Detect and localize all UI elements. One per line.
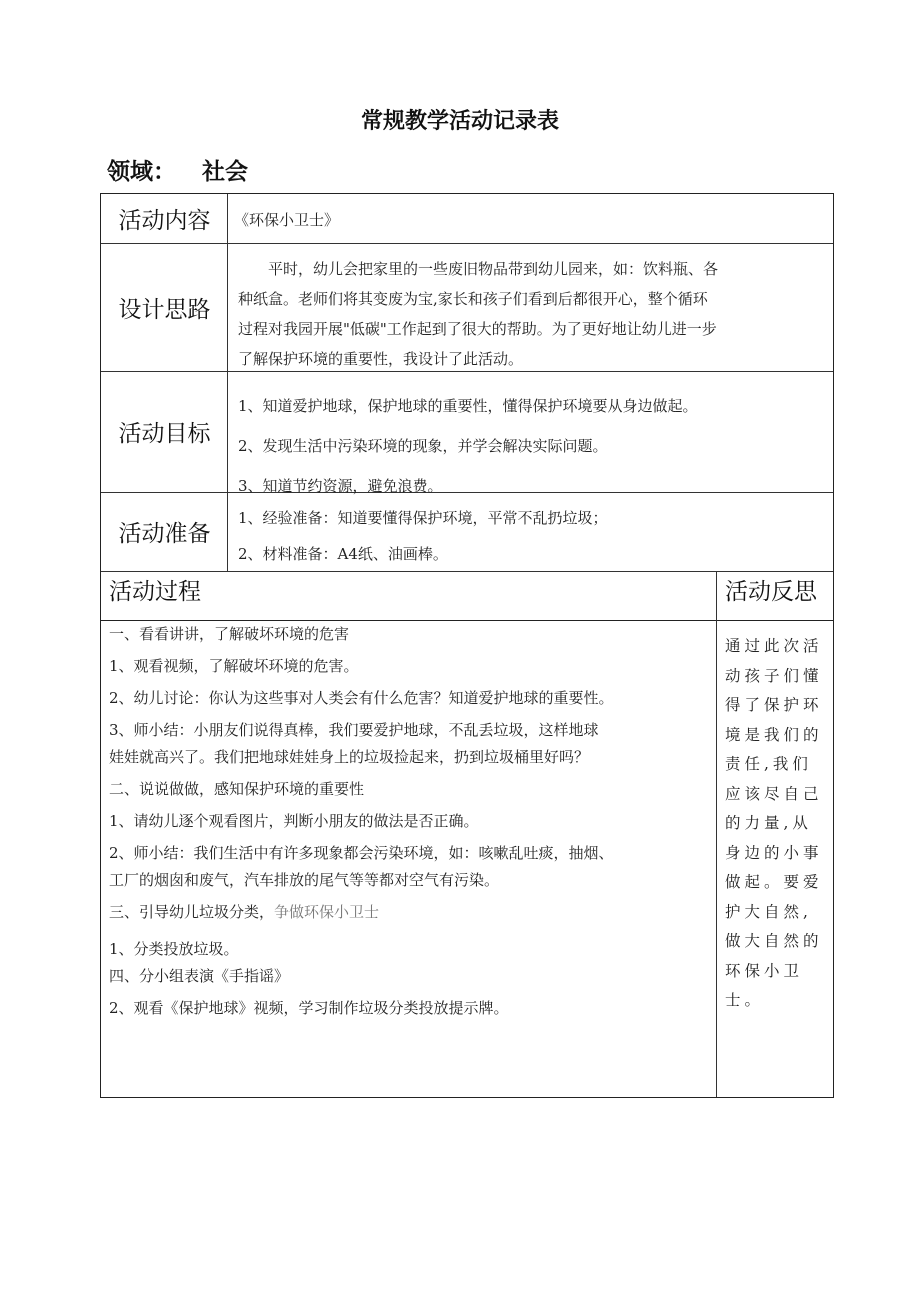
goal-item: 2、发现生活中污染环境的现象，并学会解决实际问题。 [238,437,608,455]
design-line: 了解保护环境的重要性，我设计了此活动。 [238,350,524,368]
design-idea-text [238,254,838,374]
activity-process-text [109,624,713,1030]
goal-item: 1、知道爱护地球，保护地球的重要性，懂得保护环境要从身边做起。 [238,397,698,415]
process-line: 2、幼儿讨论：你认为这些事对人类会有什么危害？知道爱护地球的重要性。 [109,689,614,707]
goal-item: 3、知道节约资源，避免浪费。 [238,477,443,495]
process-line-main: 三、引导幼儿垃圾分类， [109,903,275,921]
label-activity-goals: 活动目标 [118,421,211,447]
process-line [109,902,713,939]
process-line: 工厂的烟囱和废气，汽车排放的尾气等等都对空气有污染。 [109,871,500,889]
design-line: 平时，幼儿会把家里的一些废旧物品带到幼儿园来，如：饮料瓶、各 [238,260,719,278]
label-activity-preparation: 活动准备 [118,521,211,547]
process-line: 2、观看《保护地球》视频，学习制作垃圾分类投放提示牌。 [109,999,509,1017]
row-divider [101,620,833,621]
activity-reflection-text: 通过此次活动孩子们懂得了保护环境是我们的责任,我们应该尽自己的力量,从身边的小事做起。要爱护大自然,做大自然的环保小卫士。 [725,637,823,1009]
label-activity-reflection: 活动反思 [725,579,817,605]
process-line: 二、说说做做，感知保护环境的重要性 [109,780,365,798]
process-line: 1、请幼儿逐个观看图片，判断小朋友的做法是否正确。 [109,812,479,830]
label-activity-process: 活动过程 [109,579,201,605]
process-line: 3、师小结：小朋友们说得真棒，我们要爱护地球，不乱丢垃圾，这样地球 [109,721,599,739]
label-activity-content: 活动内容 [118,208,211,234]
domain-label: 领域： [107,159,176,185]
label-design-idea: 设计思路 [118,296,211,323]
column-divider [716,571,717,1097]
process-line: 一、看看讲讲，了解破坏环境的危害 [109,625,350,643]
process-line-highlight: 争做环保小卫士 [274,903,380,921]
activity-record-table [100,193,834,1098]
design-line: 种纸盒。老师们将其变废为宝,家长和孩子们看到后都很开心，整个循环 [238,290,708,308]
process-line: 四、分小组表演《手指谣》 [109,967,290,985]
domain-line [107,153,248,186]
preparation-item: 2、材料准备：A4纸、油画棒。 [238,545,448,563]
activity-preparation-list [238,500,838,572]
document-title: 常规教学活动记录表 [360,109,559,134]
process-line: 娃娃就高兴了。我们把地球娃娃身上的垃圾捡起来，扔到垃圾桶里好吗？ [109,748,590,766]
process-line: 2、师小结：我们生活中有许多现象都会污染环境，如：咳嗽乱吐痰，抽烟、 [109,844,614,862]
design-line: 过程对我园开展"低碳"工作起到了很大的帮助。为了更好地让幼儿进一步 [238,320,717,338]
process-line: 1、观看视频，了解破坏环境的危害。 [109,657,359,675]
preparation-item: 1、经验准备：知道要懂得保护环境，平常不乱扔垃圾； [238,509,608,527]
process-line: 1、分类投放垃圾。 [109,940,239,958]
activity-goals-list [238,386,838,506]
activity-content-value: 《环保小卫士》 [234,211,340,229]
domain-value: 社会 [202,159,248,185]
